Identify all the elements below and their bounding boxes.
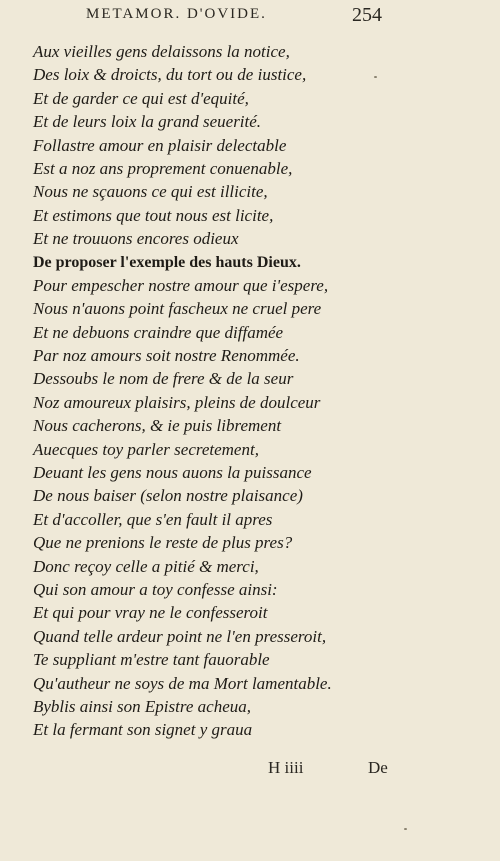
verse-line: Quand telle ardeur point ne l'en presseroit, <box>33 626 327 646</box>
verse-line: Dessoubs le nom de frere & de la seur <box>33 369 294 389</box>
verse-line: De nous baiser (selon nostre plaisance) <box>33 486 303 506</box>
verse-line: Pour empescher nostre amour que i'espere, <box>33 275 329 295</box>
verse-line: Qui son amour a toy confesse ainsi: <box>33 579 278 599</box>
verse-line: Et de garder ce qui est d'equité, <box>33 88 249 108</box>
verse-block <box>33 40 433 742</box>
verse-line: Et la fermant son signet y graua <box>33 720 253 740</box>
verse-line: Auecques toy parler secretement, <box>33 439 259 459</box>
verse-line: Noz amoureux plaisirs, pleins de doulceur <box>33 392 321 412</box>
verse-line: Par noz amours soit nostre Renommée. <box>33 346 300 366</box>
verse-line: Nous cacherons, & ie puis librement <box>33 416 282 436</box>
verse-line: Et qui pour vray ne le confesseroit <box>33 603 268 623</box>
running-title: METAMOR. D'OVIDE. <box>86 6 267 22</box>
verse-line: Et ne trouuons encores odieux <box>33 229 239 249</box>
paper-speck <box>404 828 407 830</box>
verse-line: Qu'autheur ne soys de ma Mort lamentable. <box>33 673 332 693</box>
paper-speck <box>374 76 377 78</box>
verse-line: Que ne prenions le reste de plus pres? <box>33 533 293 553</box>
verse-line: Et estimons que tout nous est licite, <box>33 205 274 225</box>
verse-line: Deuant les gens nous auons la puissance <box>33 463 312 483</box>
page-number: 254 <box>352 4 382 26</box>
page-header <box>0 4 500 30</box>
verse-line: Te suppliant m'estre tant fauorable <box>33 650 270 670</box>
verse-line: Nous ne sçauons ce qui est illicite, <box>33 182 268 202</box>
verse-line: Des loix & droicts, du tort ou de iustice, <box>33 65 307 85</box>
verse-line: Est a noz ans proprement conuenable, <box>33 158 293 178</box>
verse-line: Byblis ainsi son Epistre acheua, <box>33 696 251 716</box>
verse-line: Et de leurs loix la grand seuerité. <box>33 112 262 132</box>
signature-mark: H iiii <box>268 758 304 777</box>
verse-line: Follastre amour en plaisir delectable <box>33 135 287 155</box>
verse-line: Nous n'auons point fascheux ne cruel pere <box>33 299 322 319</box>
verse-line: Aux vieilles gens delaissons la notice, <box>33 42 290 61</box>
verse-line: De proposer l'exemple des hauts Dieux. <box>33 253 301 271</box>
verse-line: Et d'accoller, que s'en fault il apres <box>33 509 273 529</box>
page-footer <box>0 758 500 786</box>
catchword: De <box>368 758 388 777</box>
verse-line: Donc reçoy celle a pitié & merci, <box>33 556 259 576</box>
verse-line: Et ne debuons craindre que diffamée <box>33 322 284 342</box>
